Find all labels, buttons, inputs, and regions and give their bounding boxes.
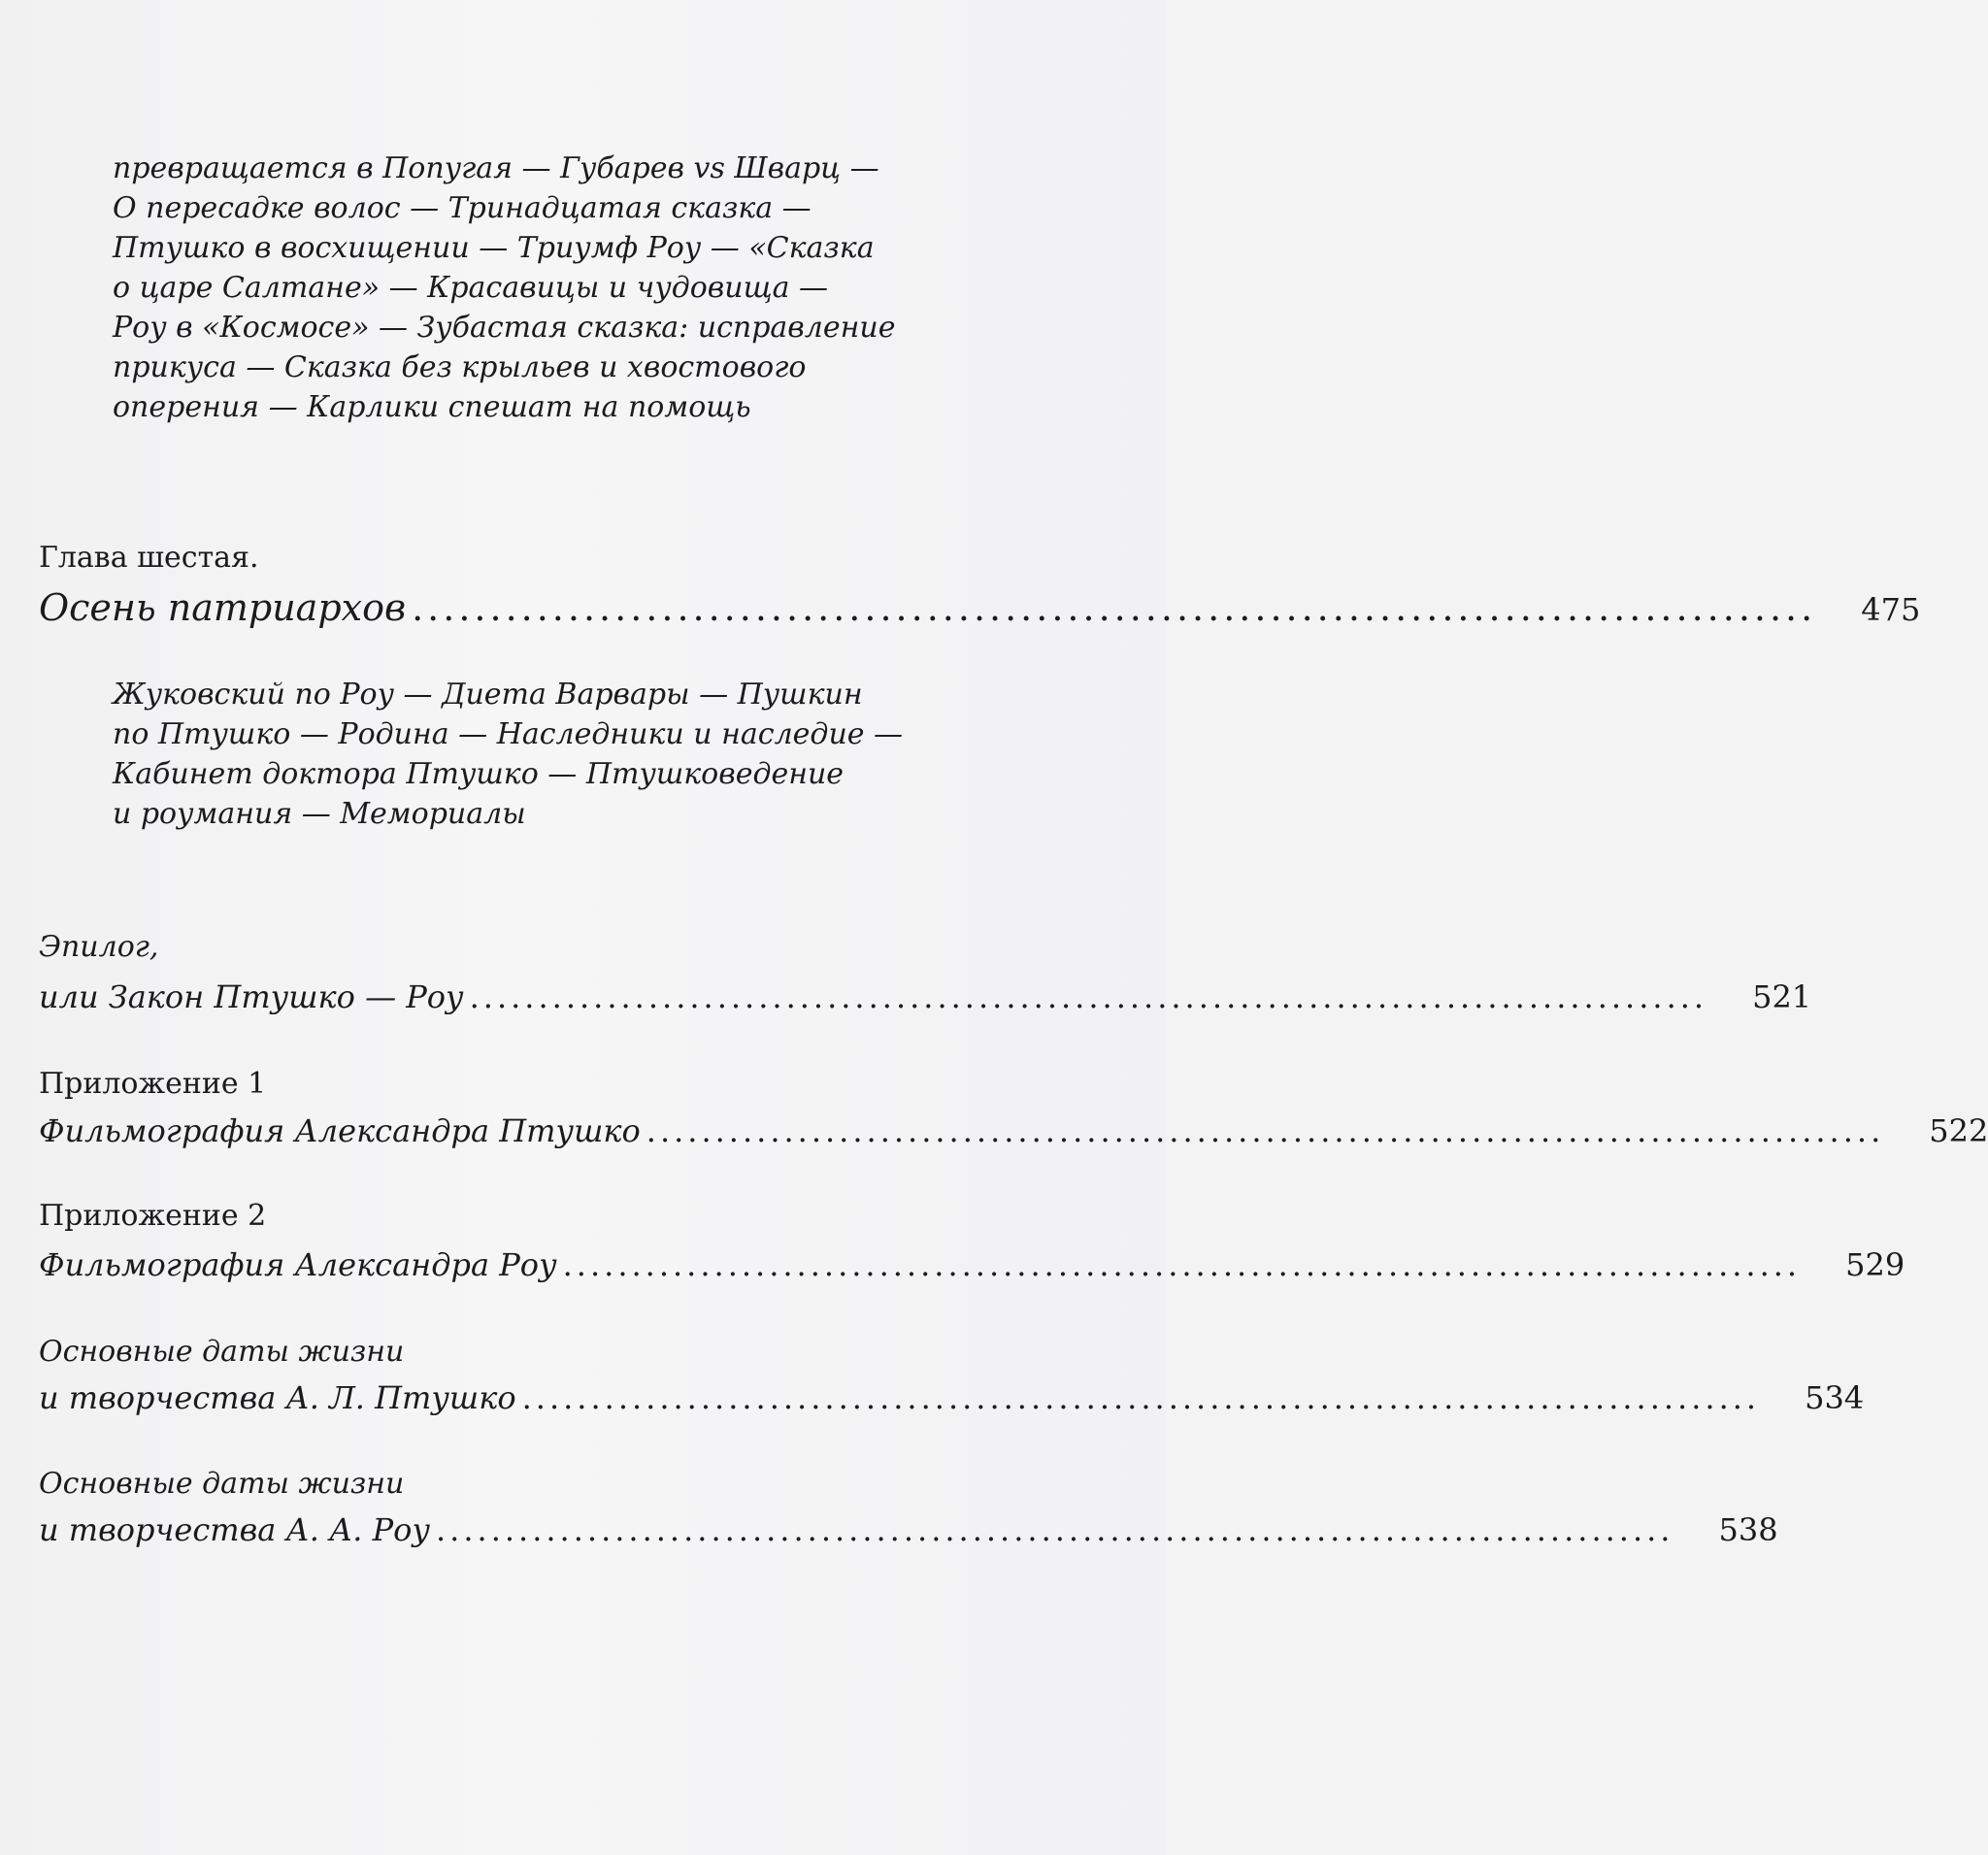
summary-line: превращается в Попугая — Губарев vs Шварц — bbox=[113, 151, 879, 185]
dates-rou-page-number: 538 bbox=[1718, 1511, 1778, 1548]
summary-line: Птушко в восхищении — Триумф Роу — «Сказка bbox=[113, 231, 875, 265]
summary-line: и роумания — Мемориалы bbox=[113, 797, 526, 831]
dot-leader: .......................................................................................... bbox=[646, 1112, 1885, 1149]
chapter5-summary-continued bbox=[113, 149, 895, 427]
toc-entry-dates-ptushko[interactable] bbox=[39, 1379, 1865, 1416]
toc-entry-epilogue[interactable] bbox=[39, 978, 1812, 1015]
dot-leader: .......................................................................................... bbox=[521, 1379, 1761, 1416]
appendix1-title: Фильмография Александра Птушко bbox=[39, 1112, 641, 1149]
dot-leader: .......................................................................................... bbox=[436, 1511, 1674, 1548]
summary-line: Роу в «Космосе» — Зубастая сказка: исправление bbox=[113, 311, 896, 345]
summary-line: о царе Салтане» — Красавицы и чудовища — bbox=[113, 271, 829, 305]
toc-entry-appendix2[interactable] bbox=[39, 1246, 1905, 1283]
dot-leader: .......................................................................................... bbox=[562, 1246, 1802, 1283]
appendix2-label: Приложение 2 bbox=[39, 1199, 267, 1233]
summary-line: О пересадке волос — Тринадцатая сказка — bbox=[113, 191, 812, 225]
appendix2-page-number: 529 bbox=[1845, 1246, 1905, 1283]
dot-leader: .......................................................................................... bbox=[412, 586, 1817, 629]
toc-entry-appendix1[interactable] bbox=[39, 1112, 1988, 1149]
summary-line: по Птушко — Родина — Наследники и наследие — bbox=[113, 717, 904, 751]
dot-leader: .......................................................................................... bbox=[469, 978, 1708, 1015]
appendix1-label: Приложение 1 bbox=[39, 1067, 267, 1101]
chapter6-label: Глава шестая. bbox=[39, 541, 259, 575]
summary-line: Кабинет доктора Птушко — Птушковедение bbox=[113, 757, 845, 791]
dates-ptushko-page-number: 534 bbox=[1805, 1379, 1865, 1416]
epilogue-title: или Закон Птушко — Роу bbox=[39, 978, 464, 1015]
summary-line: прикуса — Сказка без крыльев и хвостового bbox=[113, 350, 807, 384]
summary-line: оперения — Карлики спешат на помощь bbox=[113, 390, 751, 424]
chapter6-page-number: 475 bbox=[1861, 591, 1921, 628]
dates-ptushko-title: и творчества А. Л. Птушко bbox=[39, 1379, 516, 1416]
dates-rou-title: и творчества А. А. Роу bbox=[39, 1511, 430, 1548]
appendix1-page-number: 522 bbox=[1929, 1112, 1988, 1149]
chapter6-title: Осень патриархов bbox=[39, 586, 407, 629]
appendix2-title: Фильмография Александра Роу bbox=[39, 1246, 557, 1283]
dates-ptushko-label: Основные даты жизни bbox=[39, 1335, 405, 1369]
summary-line: Жуковский по Роу — Диета Варвары — Пушкин bbox=[113, 678, 863, 712]
epilogue-label: Эпилог, bbox=[39, 930, 159, 964]
dates-rou-label: Основные даты жизни bbox=[39, 1467, 405, 1501]
epilogue-page-number: 521 bbox=[1752, 978, 1812, 1015]
toc-entry-dates-rou[interactable] bbox=[39, 1511, 1778, 1548]
toc-entry-chapter6[interactable] bbox=[39, 586, 1921, 629]
chapter6-summary bbox=[113, 675, 903, 834]
